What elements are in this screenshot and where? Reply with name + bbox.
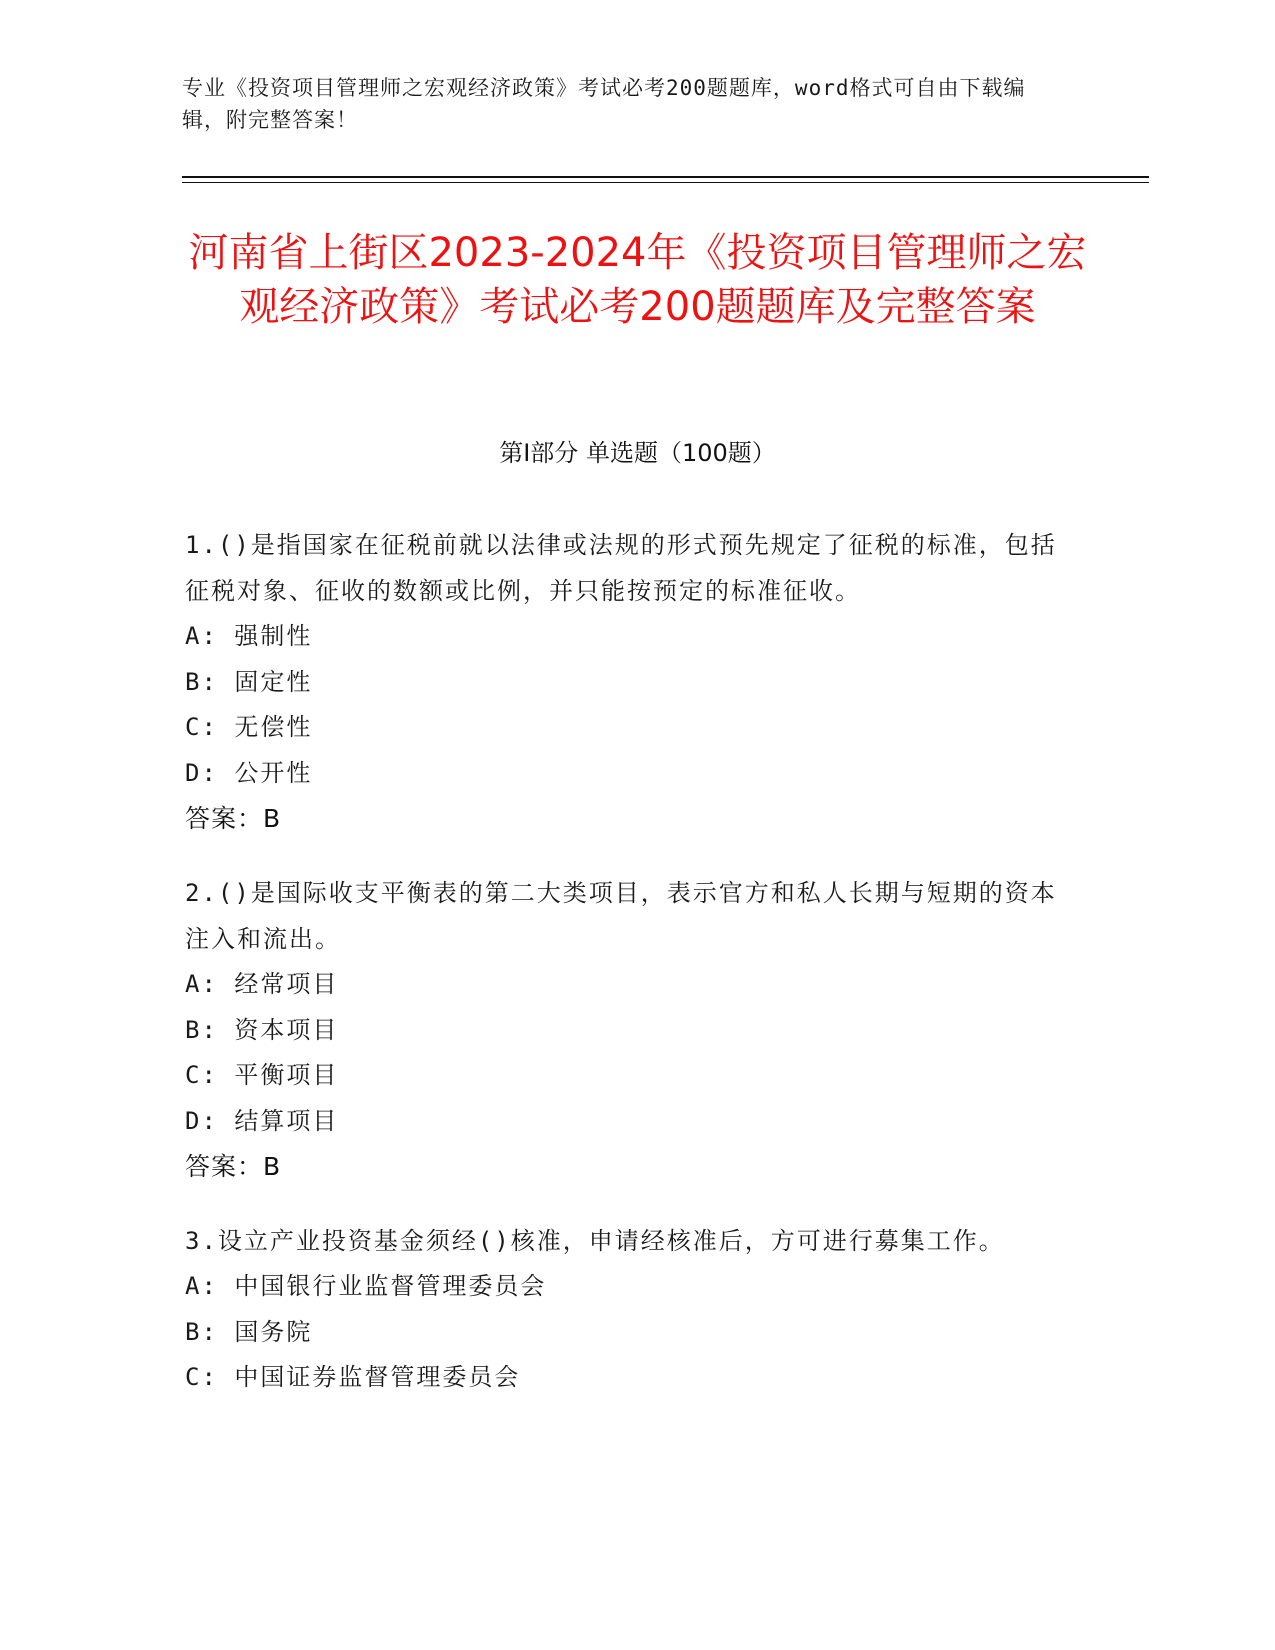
option-d: D: 公开性 (185, 758, 313, 787)
option-a: A: 强制性 (185, 622, 313, 650)
option-c: C: 无偿性 (185, 713, 313, 741)
option-d: D: 结算项目 (185, 1106, 339, 1135)
question-stem: 3.设立产业投资基金须经()核准，申请经核准后，方可进行募集工作。 (185, 1227, 1005, 1255)
header-rule-thick (182, 176, 1149, 178)
option-a: A: 经常项目 (185, 970, 339, 998)
question-2 (185, 870, 1065, 1189)
option-a: A: 中国银行业监督管理委员会 (185, 1272, 547, 1300)
option-b: B: 资本项目 (185, 1015, 339, 1044)
document-title: 河南省上街区2023-2024年《投资项目管理师之宏观经济政策》考试必考200题题库及完整答案 (188, 230, 1087, 330)
option-b: B: 固定性 (185, 667, 313, 696)
question-3 (185, 1218, 1065, 1401)
section-heading: 第I部分 单选题（100题） (499, 439, 776, 467)
question-stem: 1.()是指国家在征税前就以法律或法规的形式预先规定了征税的标准，包括征税对象、征收的数额或比例，并只能按预定的标准征收。 (185, 531, 1057, 605)
header-note: 专业《投资项目管理师之宏观经济政策》考试必考200题题库，word格式可自由下载编辑，附完整答案！ (182, 76, 1026, 132)
option-c: C: 平衡项目 (185, 1061, 339, 1089)
answer: 答案：B (185, 804, 282, 833)
option-c: C: 中国证券监督管理委员会 (185, 1363, 521, 1391)
question-1 (185, 522, 1065, 841)
question-stem: 2.()是国际收支平衡表的第二大类项目，表示官方和私人长期与短期的资本注入和流出。 (185, 879, 1057, 953)
answer: 答案：B (185, 1152, 282, 1181)
header-rule-thin (182, 182, 1149, 183)
option-b: B: 国务院 (185, 1317, 313, 1346)
